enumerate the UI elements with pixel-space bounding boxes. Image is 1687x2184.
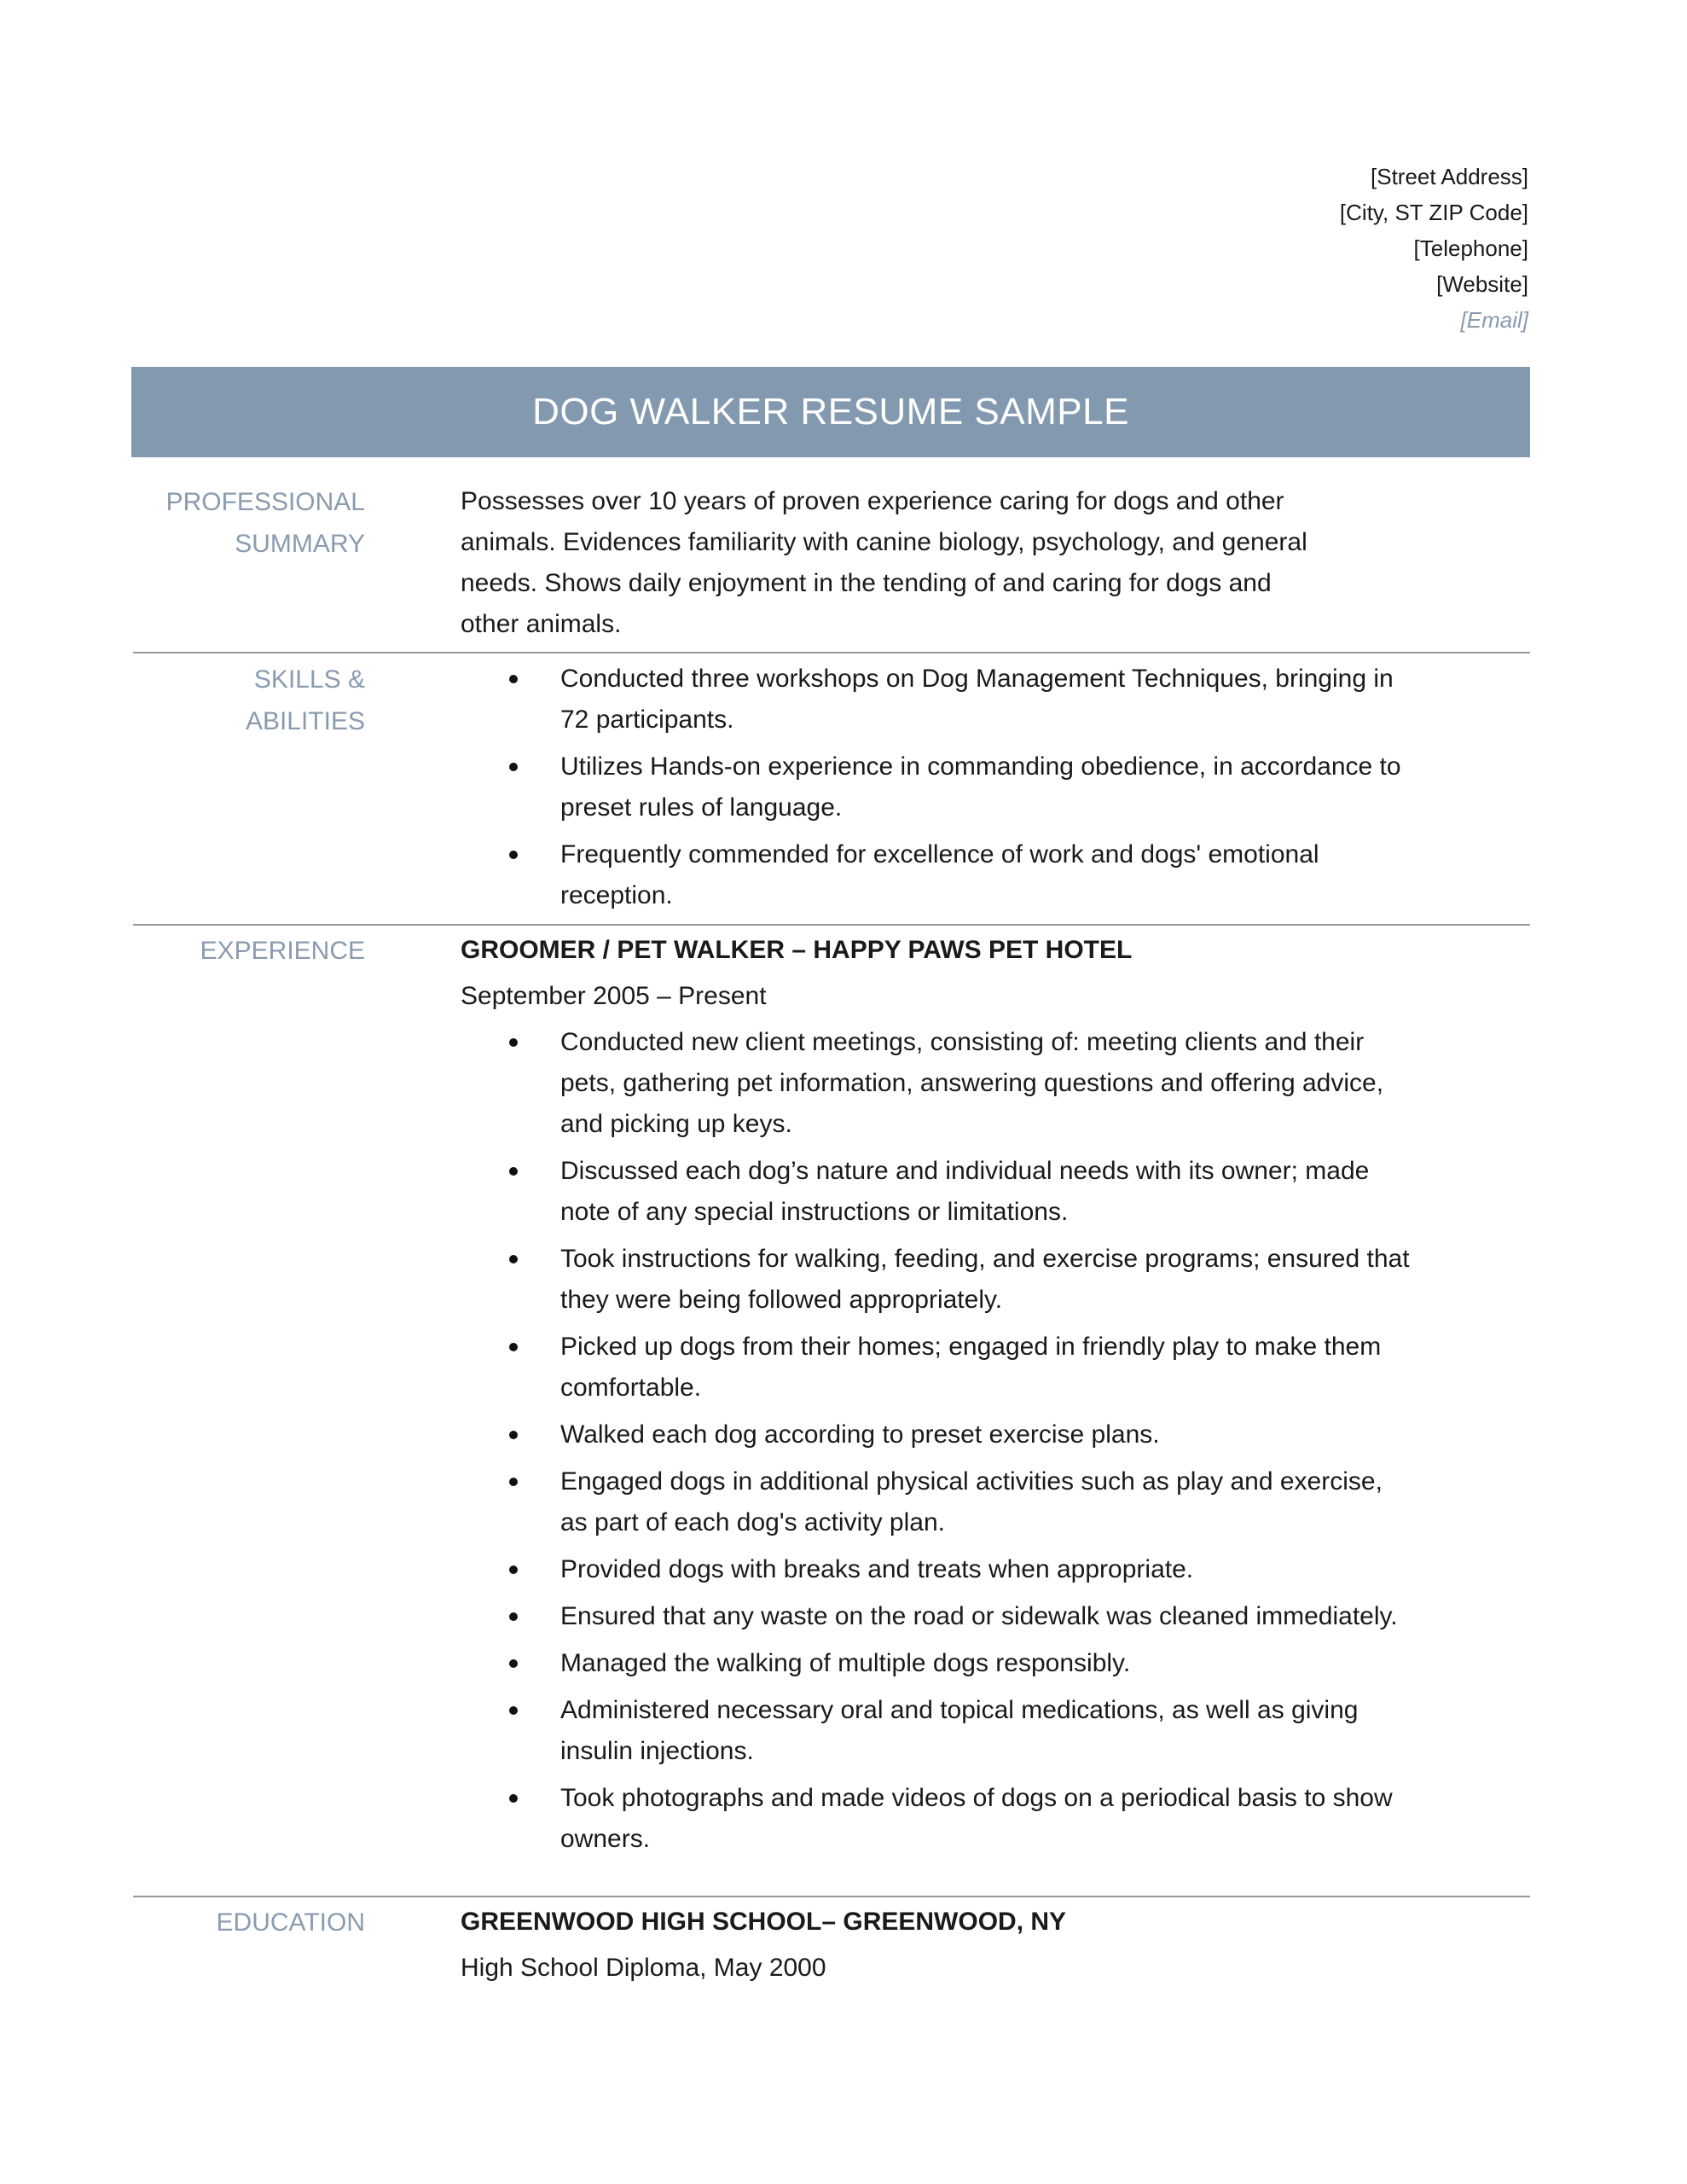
duty-text: Managed the walking of multiple dogs responsibly. <box>560 1649 1131 1677</box>
bullet-icon <box>509 1794 518 1803</box>
summary-text: Possesses over 10 years of proven experience caring for dogs and other animals. Evidences familiarity with canine biology, psychology, and general needs. Shows daily enjoyment in the tending of and caring for dogs and other animals. <box>461 487 1307 638</box>
bullet-icon <box>509 1255 518 1263</box>
bullet-icon <box>509 1659 518 1668</box>
bullet-icon <box>509 1167 518 1176</box>
education-content <box>461 1902 1441 1994</box>
duty-text: Provided dogs with breaks and treats when appropriate. <box>560 1555 1194 1583</box>
duty-text: Engaged dogs in additional physical activities such as play and exercise, as part of each dog's activity plan. <box>560 1467 1383 1536</box>
duty-text: Walked each dog according to preset exercise plans. <box>560 1420 1160 1449</box>
list-item <box>461 746 1413 828</box>
bullet-icon <box>509 851 518 859</box>
list-item <box>461 1022 1413 1145</box>
duty-text: Took instructions for walking, feeding, and exercise programs; ensured that they were being followed appropriately. <box>560 1245 1410 1314</box>
list-item <box>461 834 1413 916</box>
bullet-icon <box>509 1038 518 1047</box>
list-item <box>461 659 1413 741</box>
list-item <box>461 1414 1413 1455</box>
list-item <box>461 1461 1413 1543</box>
duty-text: Conducted new client meetings, consisting of: meeting clients and their pets, gathering pet information, answering questions and offering advice, and picking up keys. <box>560 1028 1384 1138</box>
job-title: GROOMER / PET WALKER – HAPPY PAWS PET HOTEL <box>461 936 1133 964</box>
school-name: GREENWOOD HIGH SCHOOL– GREENWOOD, NY <box>461 1908 1067 1936</box>
bullet-icon <box>509 1565 518 1574</box>
duty-text: Took photographs and made videos of dogs on a periodical basis to show owners. <box>560 1784 1393 1853</box>
street-address: [Street Address] <box>1371 164 1528 189</box>
list-item <box>461 1327 1413 1409</box>
skill-text: Frequently commended for excellence of work and dogs' emotional reception. <box>560 840 1319 909</box>
section-divider <box>133 924 1530 926</box>
section-divider <box>133 1896 1530 1897</box>
list-item <box>461 1778 1413 1860</box>
bullet-icon <box>509 1612 518 1621</box>
job-dates: September 2005 – Present <box>461 982 767 1010</box>
experience-content <box>461 930 1441 1866</box>
summary-label-line2: SUMMARY <box>235 530 365 558</box>
email: [Email] <box>1460 307 1528 333</box>
list-item <box>461 1643 1413 1684</box>
list-item <box>461 1690 1413 1772</box>
resume-title-banner: DOG WALKER RESUME SAMPLE <box>131 367 1530 457</box>
education-label: EDUCATION <box>216 1908 365 1937</box>
website: [Website] <box>1436 271 1528 297</box>
list-item <box>461 1596 1413 1637</box>
bullet-icon <box>509 1478 518 1486</box>
degree: High School Diploma, May 2000 <box>461 1954 826 1982</box>
skills-content <box>461 659 1441 922</box>
summary-label <box>131 481 365 565</box>
bullet-icon <box>509 1343 518 1351</box>
contact-block <box>1340 159 1528 338</box>
experience-label: EXPERIENCE <box>200 937 365 965</box>
duty-text: Picked up dogs from their homes; engaged in friendly play to make them comfortable. <box>560 1333 1382 1402</box>
skills-list <box>461 659 1441 916</box>
section-divider <box>133 652 1530 653</box>
experience-list <box>461 1022 1441 1860</box>
skill-text: Utilizes Hands-on experience in commanding obedience, in accordance to preset rules of language. <box>560 752 1401 822</box>
city-state-zip: [City, ST ZIP Code] <box>1339 200 1528 225</box>
duty-text: Discussed each dog’s nature and individual needs with its owner; made note of any special instructions or limitations. <box>560 1157 1370 1226</box>
list-item <box>461 1151 1413 1233</box>
list-item <box>461 1239 1413 1321</box>
duty-text: Ensured that any waste on the road or sidewalk was cleaned immediately. <box>560 1602 1398 1630</box>
bullet-icon <box>509 1706 518 1715</box>
bullet-icon <box>509 1431 518 1439</box>
skill-text: Conducted three workshops on Dog Management Techniques, bringing in 72 participants. <box>560 665 1394 734</box>
duty-text: Administered necessary oral and topical medications, as well as giving insulin injections. <box>560 1696 1359 1765</box>
telephone: [Telephone] <box>1413 235 1528 261</box>
list-item <box>461 1549 1413 1590</box>
bullet-icon <box>509 675 518 683</box>
skills-label: SKILLS & ABILITIES <box>245 665 365 735</box>
bullet-icon <box>509 763 518 771</box>
summary-label-line1: PROFESSIONAL <box>165 488 365 516</box>
